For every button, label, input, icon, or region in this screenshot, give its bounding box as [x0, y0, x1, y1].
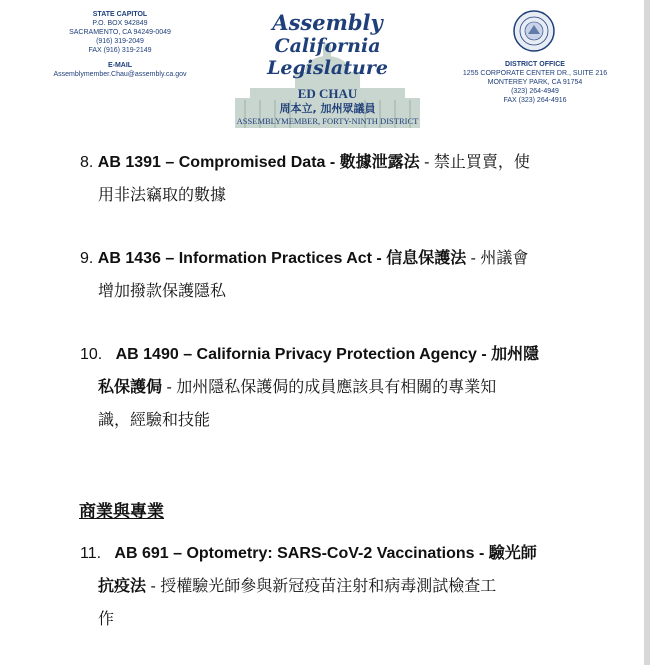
bill-title-cont: 私保護侷: [98, 379, 163, 396]
letterhead-center: [215, 5, 440, 130]
member-name-chinese: 周本立, 加州眾議員: [279, 102, 376, 115]
district-office-block: [455, 60, 615, 105]
bill-item-10: [80, 338, 580, 437]
bill-title: AB 1436 – Information Practices Act - 信息保護法: [97, 250, 467, 267]
member-name: ED CHAU: [297, 86, 358, 101]
capitol-fax: FAX (916) 319-2149: [88, 47, 152, 54]
district-address-line: MONTEREY PARK, CA 91754: [487, 79, 583, 86]
bill-description-cont: 作: [98, 611, 115, 628]
capitol-address-line: P.O. BOX 942849: [92, 20, 148, 27]
bill-item-9: [80, 242, 580, 308]
bill-item-8: [80, 146, 580, 212]
state-seal-icon: [513, 10, 555, 52]
bill-title: AB 1490 – California Privacy Protection Agency - 加州隱: [115, 346, 540, 363]
bill-description-cont: 用非法竊取的數據: [98, 187, 227, 204]
bill-description: - 加州隱私保護侷的成員應該具有相關的專業知: [162, 379, 497, 396]
district-office-title: DISTRICT OFFICE: [505, 61, 565, 68]
bill-description-cont: 識，經驗和技能: [98, 412, 211, 429]
bill-title: AB 691 – Optometry: SARS-CoV-2 Vaccinations - 驗光師: [114, 545, 537, 562]
bill-description: - 州議會: [466, 250, 529, 267]
capitol-title: STATE CAPITOL: [92, 11, 148, 18]
bill-title-cont: 抗疫法: [98, 578, 147, 595]
bill-description: - 授權驗光師參與新冠疫苗注射和病毒測試檢查工: [146, 578, 497, 595]
capitol-address-block: [40, 10, 200, 79]
member-district: ASSEMBLYMEMBER, FORTY-NINTH DISTRICT: [236, 116, 419, 126]
bill-item-11: [80, 537, 580, 636]
item-number: 9.: [80, 250, 94, 267]
capitol-phone: (916) 319-2049: [96, 38, 144, 45]
item-number: 11.: [80, 545, 102, 562]
bill-title: AB 1391 – Compromised Data - 數據泄露法: [97, 154, 420, 171]
section-heading: 商業與專業: [79, 502, 164, 522]
legislature-title: California Legislature: [267, 35, 388, 79]
email-label: E-MAIL: [107, 62, 133, 69]
district-phone: (323) 264-4949: [511, 88, 559, 95]
bill-description-cont: 增加撥款保護隱私: [98, 283, 227, 300]
item-number: 8.: [80, 154, 94, 171]
assembly-title: Assembly: [272, 10, 383, 35]
page-edge: [644, 0, 650, 665]
district-address-line: 1255 CORPORATE CENTER DR., SUITE 216: [462, 70, 608, 77]
bill-description: - 禁止買賣，使: [419, 154, 530, 171]
capitol-address-line: SACRAMENTO, CA 94249-0049: [69, 29, 171, 36]
email-address: Assemblymember.Chau@assembly.ca.gov: [53, 71, 187, 78]
district-fax: FAX (323) 264-4916: [503, 97, 567, 104]
item-number: 10.: [80, 346, 103, 363]
